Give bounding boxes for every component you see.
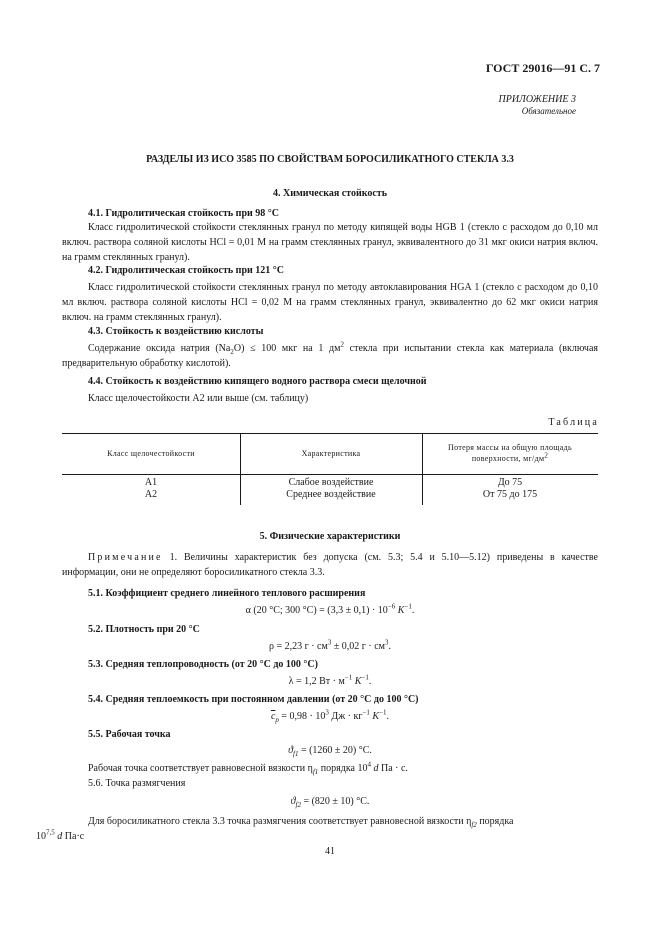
appendix-label: ПРИЛОЖЕНИЕ 3 xyxy=(498,94,576,105)
s56-heading: 5.6. Точка размягчения xyxy=(88,778,186,789)
s52-heading: 5.2. Плотность при 20 °С xyxy=(88,624,200,635)
s52-formula: ρ = 2,23 $г \cdot см^3 \pm 0,02$ $г \cdot см^3$. xyxy=(268,638,391,652)
table-header-characteristic: Характеристика xyxy=(301,449,361,458)
s53-formula: λ = 1,2 Вт · $м^{-1}$ $K^{-1}$. xyxy=(288,673,372,687)
table-row-2-class: А2 xyxy=(144,489,158,500)
table-row-2-characteristic: Среднее воздействие xyxy=(286,489,376,500)
s41-text: Класс гидролитической стойкости стеклянных гранул по методу кипящей воды HGB 1 (стекло с расходом до 0,10 мл включ. раствора соляной кислоты HCl = 0,01 M на грамм стеклянных гранул, эквивалентного до 31 мкг окиси натрия включ. на грамм стеклянных гранул). xyxy=(62,222,598,263)
s42-text: Класс гидролитической стойкости стеклянных гранул по методу автоклавирования HGA 1 (стекло с расходом до 0,10 мл включ. раствора соляной кислоты HCl = 0,02 M на грамм стеклянных гранул, эквивалентно до 62 мкг окиси натрия включ. на грамм стеклянных гранул). xyxy=(62,282,598,323)
section4-heading: 4. Химическая стойкость xyxy=(273,188,387,199)
s43-text: Содержание оксида натрия $(Na_2O) \le 100$ мкг на 1 $дм^2$ стекла при испытании стекла как материала (включая предварительную обработку кислотой). xyxy=(62,340,598,369)
s56-text: Для боросиликатного стекла 3.3 точка размягчения соответствует равновесной вязкости $\eta_{f2}$ порядка 10$^{7,5}$ d Па·с xyxy=(36,816,514,842)
table-caption: Таблица xyxy=(548,417,599,428)
table-row-1-class: А1 xyxy=(144,477,158,488)
s51-heading: 5.1. Коэффициент среднего линейного теплового расширения xyxy=(88,588,366,599)
s44-heading: 4.4. Стойкость к воздействию кипящего водного раствора смеси щелочной xyxy=(88,376,427,387)
standard-header: ГОСТ 29016—91 С. 7 xyxy=(485,61,600,75)
s55-text: Рабочая точка соответствует равновесной вязкости $\eta_{f1}$ порядка $10^4$ d Па · с. xyxy=(88,760,408,776)
table-header-class: Класс щелочестойкости xyxy=(107,449,195,458)
s51-formula: α (20 °С; 300 $^\circ С) = (3,3 \pm 0,1) \cdot 10^{-6}$ $K^{-1}$. xyxy=(245,602,415,616)
s56-formula: $ϑ_{f2} = (820 \pm 10)$ °С. xyxy=(290,796,370,809)
s54-formula: $\overline{c}_p = 0,98 \cdot 10^3$ Дж · $кг^{-1}$ $K^{-1}$. xyxy=(270,708,390,724)
s44-text: Класс щелочестойкости А2 или выше (см. таблицу) xyxy=(88,393,309,404)
s55-heading: 5.5. Рабочая точка xyxy=(88,729,171,740)
section5-heading: 5. Физические характеристики xyxy=(259,531,401,542)
s55-formula: $ϑ_{f1} = (1260 \pm 20)$ °С. xyxy=(288,745,372,758)
note-text: Примечание 1. Величины характеристик без допуска (см. 5.3; 5.4 и 5.10—5.12) приведены в качестве информации, они не определяют боросиликатного стекла 3.3. xyxy=(62,552,598,578)
table-row-2-mass-loss: От 75 до 175 xyxy=(482,489,538,500)
table-row-1-mass-loss: До 75 xyxy=(497,477,523,488)
document-title: РАЗДЕЛЫ ИЗ ИСО 3585 ПО СВОЙСТВАМ БОРОСИЛИКАТНОГО СТЕКЛА 3.3 xyxy=(146,154,514,165)
s54-heading: 5.4. Средняя теплоемкость при постоянном давлении (от 20 °С до 100 °С) xyxy=(88,694,419,705)
s53-heading: 5.3. Средняя теплопроводность (от 20 °С до 100 °С) xyxy=(88,659,318,670)
s42-heading: 4.2. Гидролитическая стойкость при 121 °С xyxy=(88,265,284,276)
s43-heading: 4.3. Стойкость к воздействию кислоты xyxy=(88,326,264,337)
s41-heading: 4.1. Гидролитическая стойкость при 98 °С xyxy=(88,208,279,219)
appendix-status: Обязательное xyxy=(521,106,576,116)
table-row-1-characteristic: Слабое воздействие xyxy=(288,477,374,488)
table-header-rule xyxy=(62,474,598,475)
table-top-rule xyxy=(62,433,598,434)
table-header-mass-loss: Потеря массы на общую площадь поверхности, $мг/дм^2$ xyxy=(448,443,572,463)
page-number: 41 xyxy=(325,846,335,857)
